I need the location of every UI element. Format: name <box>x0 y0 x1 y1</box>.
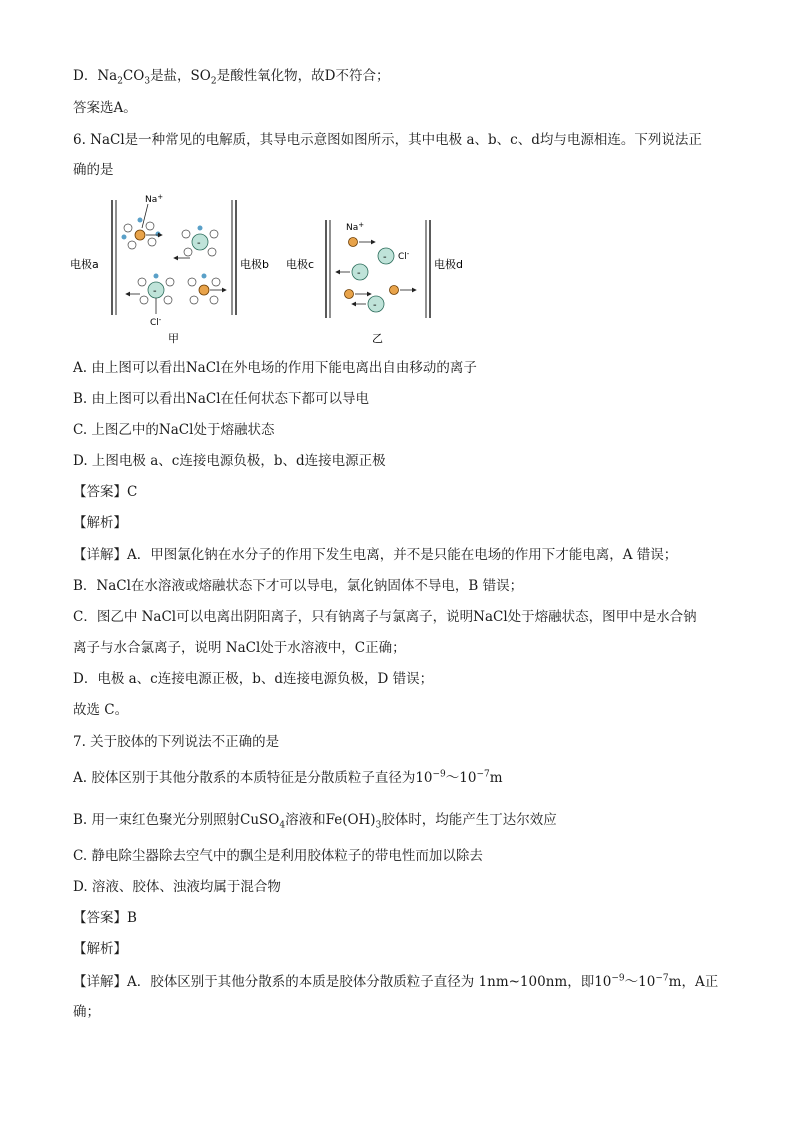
electrode-a-label: 电极a <box>70 258 99 271</box>
question-6-answer: 【答案】C <box>73 484 138 500</box>
question-6-option-c: C. 上图乙中的NaCl处于熔融状态 <box>73 422 275 438</box>
question-7-stem: 7. 关于胶体的下列说法不正确的是 <box>73 734 280 750</box>
na-label-jia: Na+ <box>145 193 164 205</box>
question-7-detail-a: 【详解】A．胶体区别于其他分散系的本质是胶体分散质粒子直径为 1nm~100nm，即$10^{-9}\sim 10^{-7}m$，A正 <box>73 973 719 990</box>
text: 是盐，SO <box>150 68 211 84</box>
caption-yi: 乙 <box>372 332 383 345</box>
answer-5-d-line <box>73 66 389 86</box>
svg-text:-: - <box>357 268 361 279</box>
question-7-option-a: A. 胶体区别于其他分散系的本质特征是分散质粒子直径为$10^{-9}\sim 10^{-7}m$ <box>73 769 503 786</box>
question-6-detail-d: D．电极 a、c连接电源正极，b、d连接电源负极，D 错误； <box>73 671 434 687</box>
sodium-ion <box>349 238 376 247</box>
svg-text:-: - <box>383 252 387 263</box>
text: CO <box>122 68 145 84</box>
subscript: 3 <box>144 76 151 87</box>
text: D．Na <box>73 68 118 84</box>
question-6-conclusion: 故选 C。 <box>73 702 129 718</box>
question-7-answer: 【答案】B <box>73 910 137 926</box>
question-6-detail-c1: C．图乙中 NaCl可以电离出阴阳离子，只有钠离子与氯离子，说明NaCl处于熔融状态，图甲中是水合钠 <box>73 609 697 625</box>
electrode-c-label: 电极c <box>286 258 315 271</box>
hydrated-sodium-ion <box>122 218 163 250</box>
question-6-stem-2: 确的是 <box>73 162 114 178</box>
sodium-ion <box>390 286 417 295</box>
svg-text:-: - <box>373 300 377 311</box>
question-6-option-d: D. 上图电极 a、c连接电源负极，b、d连接电源正极 <box>73 453 386 469</box>
svg-text:-: - <box>197 238 201 249</box>
question-6-option-a: A. 由上图可以看出NaCl在外电场的作用下能电离出自由移动的离子 <box>73 360 477 376</box>
hydrated-sodium-ion <box>188 274 226 305</box>
question-6-detail-c2: 离子与水合氯离子，说明 NaCl处于水溶液中，C正确； <box>73 640 406 656</box>
nacl-conduction-diagram <box>70 190 490 350</box>
question-7-analysis-heading: 【解析】 <box>73 941 127 957</box>
question-7-option-c: C. 静电除尘器除去空气中的飘尘是利用胶体粒子的带电性而加以除去 <box>73 848 483 864</box>
question-7-option-d: D. 溶液、胶体、浊液均属于混合物 <box>73 879 281 895</box>
subscript: 2 <box>117 76 123 87</box>
question-6-analysis-heading: 【解析】 <box>73 515 127 531</box>
electrode-b-label: 电极b <box>240 258 269 271</box>
question-6-detail-a: 【详解】A．甲图氯化钠在水分子的作用下发生电离，并不是只能在电场的作用下才能电离，A 错误； <box>73 547 678 563</box>
caption-jia: 甲 <box>168 332 179 345</box>
cl-label-yi: Cl- <box>398 250 410 262</box>
hydrated-chloride-ion <box>126 274 174 305</box>
question-6-stem-1: 6. NaCl是一种常见的电解质，其导电示意图如图所示，其中电极 a、b、c、d均与电源相连。下列说法正 <box>73 132 702 148</box>
chloride-ion <box>336 264 368 280</box>
hydrated-chloride-ion <box>174 226 218 259</box>
question-7-option-b: B. 用一束红色聚光分别照射CuSO$_4$溶液和$Fe(OH)_3$胶体时，均能产生丁达尔效应 <box>73 812 557 831</box>
question-6-detail-b: B．NaCl在水溶液或熔融状态下才可以导电，氯化钠固体不导电，B 错误； <box>73 578 524 594</box>
chloride-ion <box>378 248 410 264</box>
answer-5-final: 答案选A。 <box>73 100 137 116</box>
subscript: 2 <box>210 76 217 87</box>
diagram-yi <box>286 220 463 345</box>
text: 是酸性氧化物，故D不符合； <box>216 68 390 84</box>
chloride-ion <box>352 296 384 312</box>
diagram-jia <box>70 193 269 345</box>
cl-label-jia: Cl- <box>150 316 162 328</box>
question-7-detail-a-cont: 确； <box>73 1004 100 1020</box>
na-label-yi: Na+ <box>346 221 365 233</box>
electrode-d-label: 电极d <box>434 258 463 271</box>
sodium-ion <box>345 290 372 299</box>
svg-text:-: - <box>153 286 157 297</box>
question-6-option-b: B. 由上图可以看出NaCl在任何状态下都可以导电 <box>73 391 370 407</box>
